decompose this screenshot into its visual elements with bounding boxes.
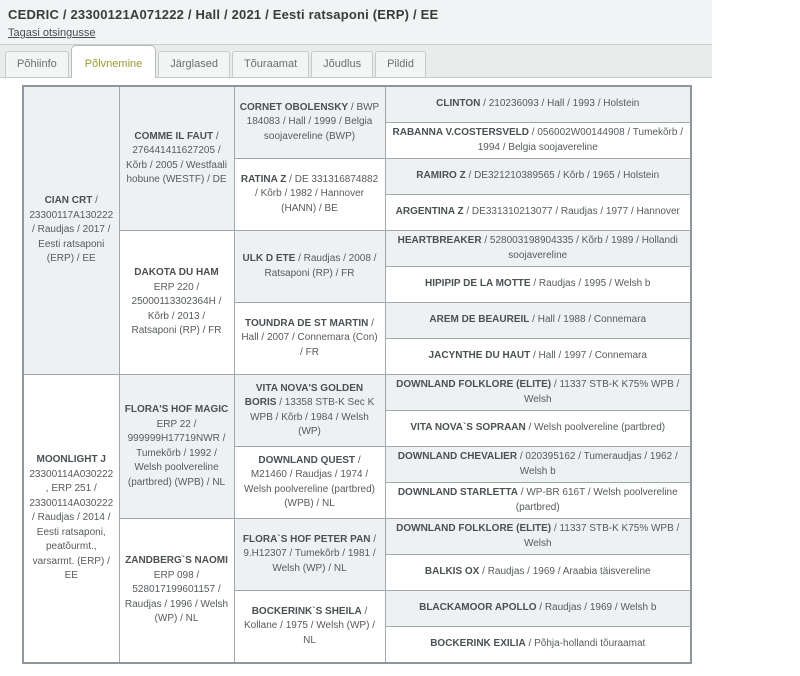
horse-details: 23300114A030222, ERP 251 / 23300114A030222 / Raudjas / 2014 / Eesti ratsaponi, peatõurmt., varsarmt. (ERP) / EE [29, 468, 114, 582]
horse-name[interactable]: DOWNLAND STARLETTA [397, 487, 518, 498]
cell-gen4-3 [385, 195, 691, 231]
horse-name[interactable]: HEARTBREAKER [397, 235, 482, 246]
tab-joudlus[interactable]: Jõudlus [311, 51, 373, 77]
horse-details: / 528003198904335 / Kõrb / 1989 / Hollandi soojavereline [484, 235, 678, 261]
horse-details: / 276441411627205 / Kõrb / 2005 / Westfaali hobune (WESTF) / DE [126, 130, 227, 185]
horse-name[interactable]: DOWNLAND QUEST [258, 454, 356, 466]
pedigree-row [23, 519, 691, 555]
horse-name[interactable]: BLACKAMOOR APOLLO [419, 602, 537, 614]
horse-details: / Raudjas / 1969 / Araabia täisvereline [482, 566, 651, 578]
horse-name[interactable]: TOUNDRA DE ST MARTIN [245, 317, 369, 329]
cell-gen3-4 [234, 375, 385, 447]
tab-touraamat[interactable]: Tõuraamat [232, 51, 309, 77]
horse-name[interactable]: JACYNTHE DU HAUT [428, 350, 531, 362]
horse-details: ERP 098 / 528017199601157 / Raudjas / 1996 / Welsh (WP) / NL [124, 569, 229, 625]
horse-name[interactable]: RATINA Z [240, 173, 287, 185]
horse-name[interactable]: HIPIPIP DE LA MOTTE [425, 278, 531, 290]
horse-name[interactable]: DOWNLAND FOLKLORE (ELITE) [396, 523, 552, 534]
cell-gen4-11 [385, 483, 691, 519]
cell-gen4-0 [385, 86, 691, 123]
cell-gen3-7 [234, 591, 385, 664]
horse-details: / 11337 STB-K K75% WPB / Welsh [523, 379, 680, 405]
pedigree-row [23, 375, 691, 411]
horse-details: / 056002W00144908 / Tumekõrb / 1994 / Belgia soojavereline [477, 127, 683, 153]
cell-gen4-6 [385, 303, 691, 339]
header-band [0, 0, 712, 45]
horse-name[interactable]: RAMIRO Z [416, 170, 466, 182]
horse-name[interactable]: VITA NOVA'S GOLDEN BORIS [244, 382, 364, 408]
cell-gen4-12 [385, 519, 691, 555]
tab-pohiinfo[interactable]: Põhiinfo [5, 51, 69, 77]
horse-details: / BWP 184083 / Hall / 1999 / Belgia soojavereline (BWP) [246, 101, 380, 142]
horse-name[interactable]: RABANNA V.COSTERSVELD [392, 127, 529, 138]
horse-details: / 13358 STB-K Sec K WPB / Kõrb / 1984 / Welsh (WP) [250, 397, 375, 437]
horse-name[interactable]: BOCKERINK EXILIA [430, 638, 526, 650]
horse-details: ERP 220 / 25000113302364H / Kõrb / 2013 / Ratsaponi (RP) / FR [131, 281, 222, 337]
horse-details: / Raudjas / 1969 / Welsh b [539, 602, 657, 614]
horse-details: / DE321210389565 / Kõrb / 1965 / Holstein [468, 170, 660, 182]
horse-name[interactable]: DOWNLAND CHEVALIER [397, 451, 518, 462]
horse-details: / Hall / 1997 / Connemara [533, 350, 647, 362]
cell-gen4-8 [385, 375, 691, 411]
horse-name[interactable]: CIAN CRT [44, 195, 93, 207]
pedigree-panel [0, 78, 712, 676]
cell-gen4-9 [385, 411, 691, 447]
horse-name[interactable]: BALKIS OX [424, 566, 480, 578]
horse-name[interactable]: MOONLIGHT J [36, 454, 106, 466]
horse-details: / M21460 / Raudjas / 1974 / Welsh poolvereline (partbred) (WPB) / NL [244, 454, 375, 509]
horse-name[interactable]: ZANDBERG`S NAOMI [125, 555, 228, 567]
cell-gen3-5 [234, 447, 385, 519]
back-to-search-link[interactable]: Tagasi otsingusse [8, 27, 96, 39]
cell-gen4-13 [385, 555, 691, 591]
pedigree-row [23, 231, 691, 267]
horse-details: / WP-BR 616T / Welsh poolvereline (partbred) [515, 487, 678, 513]
horse-details: / Welsh poolvereline (partbred) [528, 422, 666, 434]
cell-gen4-7 [385, 339, 691, 375]
cell-gen4-1 [385, 123, 691, 159]
horse-name[interactable]: COMME IL FAUT [134, 130, 214, 142]
horse-name[interactable]: VITA NOVA`S SOPRAAN [410, 422, 526, 434]
cell-gen4-2 [385, 159, 691, 195]
cell-gen2-2 [119, 375, 234, 519]
horse-details: / Hall / 2007 / Connemara (Con) / FR [241, 317, 378, 358]
cell-gen3-2 [234, 231, 385, 303]
cell-gen2-0 [119, 86, 234, 231]
cell-gen1-sire [23, 86, 119, 375]
horse-name[interactable]: AREM DE BEAUREIL [429, 314, 530, 326]
horse-name[interactable]: CORNET OBOLENSKY [239, 101, 349, 113]
horse-details: / Raudjas / 1995 / Welsh b [533, 278, 651, 290]
horse-name[interactable]: BOCKERINK`S SHEILA [251, 605, 362, 617]
cell-gen4-15 [385, 627, 691, 664]
horse-details: / DE331310213077 / Raudjas / 1977 / Hannover [466, 206, 680, 218]
pedigree-row [23, 86, 691, 123]
cell-gen3-6 [234, 519, 385, 591]
tab-polvnemine[interactable]: Põlvnemine [71, 45, 156, 78]
horse-details: / 11337 STB-K K75% WPB / Welsh [523, 523, 680, 549]
horse-details: / 23300117A130222 / Raudjas / 2017 / Eesti ratsaponi (ERP) / EE [29, 195, 114, 265]
horse-details: ERP 22 / 999999H17719NWR / Tumekõrb / 1992 / Welsh poolvereline (partbred) (WPB) / NL [127, 418, 226, 488]
cell-gen4-10 [385, 447, 691, 483]
cell-gen3-3 [234, 303, 385, 375]
cell-gen2-1 [119, 231, 234, 375]
tab-bar [0, 45, 712, 78]
page-title: CEDRIC / 23300121A071222 / Hall / 2021 / Eesti ratsaponi (ERP) / EE [8, 7, 439, 22]
tab-pildid[interactable]: Pildid [375, 51, 426, 77]
horse-name[interactable]: FLORA`S HOF PETER PAN [242, 533, 371, 545]
cell-gen3-1 [234, 159, 385, 231]
horse-details: / 210236093 / Hall / 1993 / Holstein [483, 98, 640, 110]
horse-details: / DE 331316874882 / Kõrb / 1982 / Hannover (HANN) / BE [255, 173, 379, 214]
cell-gen4-5 [385, 267, 691, 303]
horse-details: / 020395162 / Tumeraudjas / 1962 / Welsh b [519, 451, 678, 477]
horse-details: / Hall / 1988 / Connemara [532, 314, 647, 326]
cell-gen2-3 [119, 519, 234, 664]
horse-details: / Raudjas / 2008 / Ratsaponi (RP) / FR [264, 253, 377, 279]
cell-gen4-4 [385, 231, 691, 267]
horse-details: / Põhja-hollandi tõuraamat [528, 638, 646, 650]
horse-name[interactable]: DAKOTA DU HAM [134, 267, 219, 279]
horse-name[interactable]: FLORA'S HOF MAGIC [124, 404, 229, 415]
horse-details: / 9.H12307 / Tumekõrb / 1981 / Welsh (WP) / NL [243, 533, 377, 574]
horse-name[interactable]: ARGENTINA Z [395, 206, 464, 218]
tab-jarglased[interactable]: Järglased [158, 51, 230, 77]
horse-name[interactable]: CLINTON [436, 98, 481, 110]
cell-gen1-dam [23, 375, 119, 664]
cell-gen4-14 [385, 591, 691, 627]
horse-name[interactable]: ULK D ETE [242, 253, 296, 264]
pedigree-table [22, 85, 692, 664]
horse-details: / Kollane / 1975 / Welsh (WP) / NL [244, 605, 375, 646]
horse-name[interactable]: DOWNLAND FOLKLORE (ELITE) [396, 379, 552, 390]
cell-gen3-0 [234, 86, 385, 159]
